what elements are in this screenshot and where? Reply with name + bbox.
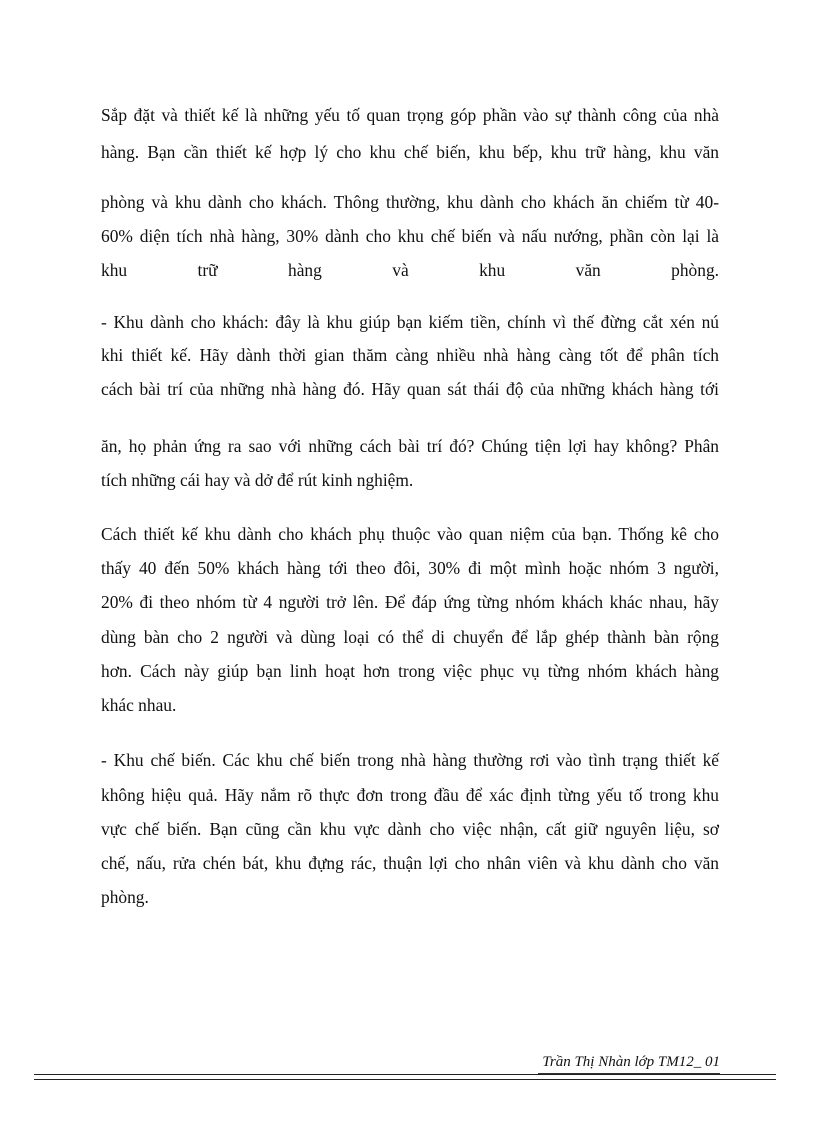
paragraph-2-line-2: khi thiết kế. Hãy dành thời gian thăm càng nhiều nhà hàng càng tốt để phân tích bbox=[101, 345, 719, 365]
paragraph-1-line-2: hàng. Bạn cần thiết kế hợp lý cho khu chế biến, khu bếp, khu trữ hàng, khu văn bbox=[101, 142, 719, 162]
paragraph-4-line-1: - Khu chế biến. Các khu chế biến trong nhà hàng thường rơi vào tình trạng thiết kế bbox=[101, 750, 719, 770]
footer-author: Trần Thị Nhàn lớp TM12_ 01 bbox=[542, 1054, 720, 1070]
footer-divider-bottom bbox=[34, 1079, 776, 1080]
paragraph-2-line-5: tích những cái hay và dở để rút kinh nghiệm. bbox=[101, 470, 414, 490]
paragraph-1-line-1: Sắp đặt và thiết kế là những yếu tố quan trọng góp phần vào sự thành công của nhà bbox=[101, 105, 719, 125]
paragraph-3-line-4: dùng bàn cho 2 người và dùng loại có thể di chuyển để lắp ghép thành bàn rộng bbox=[101, 627, 719, 647]
paragraph-1-line-3: phòng và khu dành cho khách. Thông thường, khu dành cho khách ăn chiếm từ 40- bbox=[101, 192, 719, 212]
footer-divider-top bbox=[34, 1074, 776, 1075]
paragraph-1-line-5: khu trữ hàng và khu văn phòng. bbox=[101, 260, 719, 280]
paragraph-3-line-2: thấy 40 đến 50% khách hàng tới theo đôi, 30% đi một mình hoặc nhóm 3 người, bbox=[101, 558, 719, 578]
paragraph-3-line-1: Cách thiết kế khu dành cho khách phụ thuộc vào quan niệm của bạn. Thống kê cho bbox=[101, 524, 719, 544]
paragraph-4-line-5: phòng. bbox=[101, 887, 149, 907]
paragraph-3-line-5: hơn. Cách này giúp bạn linh hoạt hơn trong việc phục vụ từng nhóm khách hàng bbox=[101, 661, 719, 681]
paragraph-2-line-3: cách bài trí của những nhà hàng đó. Hãy quan sát thái độ của những khách hàng tới bbox=[101, 379, 719, 399]
paragraph-4-line-2: không hiệu quả. Hãy nắm rõ thực đơn trong đầu để xác định từng yếu tố trong khu bbox=[101, 785, 719, 805]
paragraph-4-line-4: chế, nấu, rửa chén bát, khu đựng rác, thuận lợi cho nhân viên và khu dành cho văn bbox=[101, 853, 719, 873]
paragraph-3-line-6: khác nhau. bbox=[101, 695, 177, 715]
paragraph-2-line-4: ăn, họ phản ứng ra sao với những cách bài trí đó? Chúng tiện lợi hay không? Phân bbox=[101, 436, 719, 456]
paragraph-4-line-3: vực chế biến. Bạn cũng cần khu vực dành cho việc nhận, cất giữ nguyên liệu, sơ bbox=[101, 819, 719, 839]
paragraph-2-line-1: - Khu dành cho khách: đây là khu giúp bạn kiếm tiền, chính vì thế đừng cắt xén nú bbox=[101, 312, 719, 332]
paragraph-3-line-3: 20% đi theo nhóm từ 4 người trở lên. Để đáp ứng từng nhóm khách khác nhau, hãy bbox=[101, 592, 719, 612]
paragraph-1-line-4: 60% diện tích nhà hàng, 30% dành cho khu chế biến và nấu nướng, phần còn lại là bbox=[101, 226, 719, 246]
